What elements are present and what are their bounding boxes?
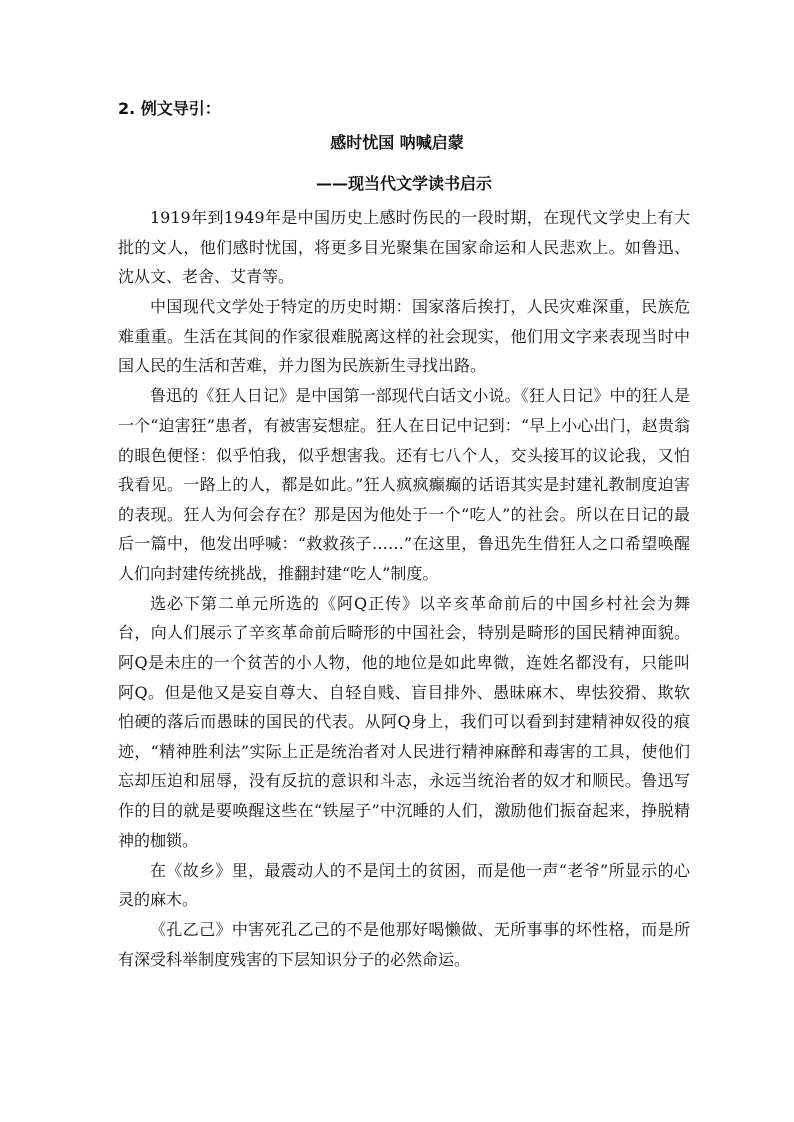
paragraph-4: 选必下第二单元所选的《阿Q正传》以辛亥革命前后的中国乡村社会为舞台，向人们展示了辛亥革命前后畸形的中国社会，特别是畸形的国民精神面貌。阿Q是未庄的一个贫苦的小人物，他的地位是如此卑微，连姓名都没有，只能叫阿Q。但是他又是妄自尊大、自轻自贱、盲目排外、愚昧麻木、卑怯狡猾、欺软怕硬的落后而愚昧的国民的代表。从阿Q身上，我们可以看到封建精神奴役的痕迹，“精神胜利法”实际上正是统治者对人民进行精神麻醉和毒害的工具，使他们忘却压迫和屈辱，没有反抗的意识和斗志，永远当统治者的奴才和顺民。鲁迅写作的目的就是要唤醒这些在“铁屋子”中沉睡的人们，激励他们振奋起来，挣脱精神的枷锁。 <box>118 593 690 850</box>
paragraph-3: 鲁迅的《狂人日记》是中国第一部现代白话文小说。《狂人日记》中的狂人是一个“迫害狂”患者，有被害妄想症。狂人在日记中记到：“早上小心出门，赵贵翁的眼色便怪：似乎怕我，似乎想害我。还有七八个人，交头接耳的议论我，又怕我看见。一路上的人，都是如此。”狂人疯疯癫癫的话语其实是封建礼教制度迫害的表现。狂人为何会存在？那是因为他处于一个“吃人”的社会。所以在日记的最后一篇中，他发出呼喊：“救救孩子……”在这里，鲁迅先生借狂人之口希望唤醒人们向封建传统挑战，推翻封建“吃人”制度。 <box>118 386 690 583</box>
article-subtitle: ——现当代文学读书启示 <box>316 174 493 193</box>
paragraph-5: 在《故乡》里，最震动人的不是闰土的贫困，而是他一声“老爷”所显示的心灵的麻木。 <box>118 860 690 910</box>
paragraph-2: 中国现代文学处于特定的历史时期：国家落后挨打，人民灾难深重，民族危难重重。生活在其间的作家很难脱离这样的社会现实，他们用文字来表现当时中国人民的生活和苦难，并力图为民族新生寻找出路。 <box>118 297 690 376</box>
article-body <box>118 203 690 975</box>
section-label: 2. 例文导引： <box>118 99 221 118</box>
paragraph-1: 1919年到1949年是中国历史上感时伤民的一段时期，在现代文学史上有大批的文人，他们感时忧国，将更多目光聚集在国家命运和人民悲欢上。如鲁迅、沈从文、老舍、艾青等。 <box>118 208 690 287</box>
article-title: 感时忧国 呐喊启蒙 <box>330 133 464 152</box>
paragraph-6: 《孔乙己》中害死孔乙己的不是他那好喝懒做、无所事事的坏性格，而是所有深受科举制度残害的下层知识分子的必然命运。 <box>118 920 690 969</box>
